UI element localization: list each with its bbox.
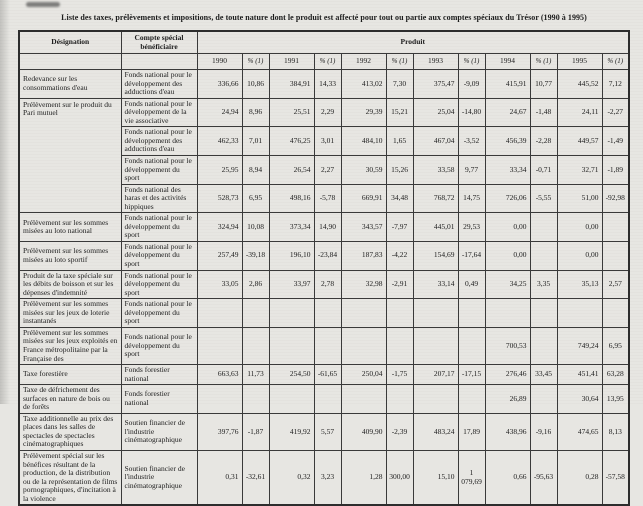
value-cell: 32,98 xyxy=(341,270,386,299)
percent-header: % (1) xyxy=(386,54,413,70)
document-title: Liste des taxes, prélèvements et impositions, de toute nature dont le produit est affecté pour tout ou partie aux comptes spéciaux du Trésor (1990 à 1995) xyxy=(61,13,587,22)
percent-cell: -5,78 xyxy=(314,184,341,213)
value-cell: 24,11 xyxy=(557,98,602,127)
value-cell: 474,65 xyxy=(557,413,602,450)
value-cell: 276,46 xyxy=(485,365,530,385)
value-cell xyxy=(485,299,530,328)
percent-cell xyxy=(602,299,629,328)
year-header-1994: 1994 xyxy=(485,54,530,70)
value-cell: 749,24 xyxy=(557,327,602,364)
percent-cell: 6,95 xyxy=(602,327,629,364)
percent-cell: 7,12 xyxy=(602,70,629,99)
designation-cell: Redevance sur les consommations d'eau xyxy=(19,70,121,99)
value-cell xyxy=(197,385,242,414)
percent-cell: 10,08 xyxy=(242,213,269,242)
percent-cell: -17,15 xyxy=(458,365,485,385)
table-body xyxy=(19,70,629,506)
value-cell: 250,04 xyxy=(341,365,386,385)
value-cell: 467,04 xyxy=(413,127,458,156)
percent-cell: -1,49 xyxy=(602,127,629,156)
percent-cell: 29,53 xyxy=(458,213,485,242)
year-header-1995: 1995 xyxy=(557,54,602,70)
value-cell: 0,31 xyxy=(197,450,242,505)
value-cell: 257,49 xyxy=(197,241,242,270)
percent-cell: 3,35 xyxy=(530,270,557,299)
value-cell: 415,91 xyxy=(485,70,530,99)
percent-cell: -32,61 xyxy=(242,450,269,505)
table-row xyxy=(19,327,629,364)
value-cell: 384,91 xyxy=(269,70,314,99)
value-cell xyxy=(197,327,242,364)
percent-cell: -4,22 xyxy=(386,241,413,270)
beneficiary-cell: Soutien financier de l'industrie cinématographique xyxy=(121,413,197,450)
percent-cell xyxy=(386,327,413,364)
value-cell: 449,57 xyxy=(557,127,602,156)
percent-cell: -61,65 xyxy=(314,365,341,385)
value-cell: 445,52 xyxy=(557,70,602,99)
percent-cell: 34,48 xyxy=(386,184,413,213)
percent-cell: -23,84 xyxy=(314,241,341,270)
value-cell: 25,04 xyxy=(413,98,458,127)
percent-cell: 2,86 xyxy=(242,270,269,299)
percent-cell xyxy=(530,327,557,364)
designation-cell: Taxe additionnelle au prix des places dans les salles de spectacles de spectacles cinématographiques xyxy=(19,413,121,450)
table-row xyxy=(19,365,629,385)
value-cell: 15,10 xyxy=(413,450,458,505)
value-cell: 32,71 xyxy=(557,156,602,185)
percent-cell: 3,01 xyxy=(314,127,341,156)
scan-artifact xyxy=(26,2,60,7)
designation-cell: Taxe forestière xyxy=(19,365,121,385)
designation-cell: Prélèvement sur les sommes misées sur les jeux de loterie instantanés xyxy=(19,299,121,328)
value-cell xyxy=(341,299,386,328)
percent-cell: 7,01 xyxy=(242,127,269,156)
percent-cell xyxy=(242,299,269,328)
beneficiary-cell: Fonds national pour le développement du sport xyxy=(121,299,197,328)
value-cell: 663,63 xyxy=(197,365,242,385)
value-cell: 34,25 xyxy=(485,270,530,299)
beneficiary-cell: Fonds forestier national xyxy=(121,385,197,414)
percent-cell: -5,55 xyxy=(530,184,557,213)
value-cell: 29,39 xyxy=(341,98,386,127)
percent-cell: 17,89 xyxy=(458,413,485,450)
value-cell xyxy=(341,327,386,364)
designation-cell: Prélèvement sur le produit du Pari mutuel xyxy=(19,98,121,213)
value-cell: 187,83 xyxy=(341,241,386,270)
percent-cell: -14,80 xyxy=(458,98,485,127)
percent-cell: 0,49 xyxy=(458,270,485,299)
beneficiary-cell: Fonds national pour le développement du sport xyxy=(121,241,197,270)
value-cell xyxy=(341,385,386,414)
produit-header: Produit xyxy=(197,31,629,54)
percent-cell: 300,00 xyxy=(386,450,413,505)
percent-header: % (1) xyxy=(242,54,269,70)
value-cell: 24,94 xyxy=(197,98,242,127)
value-cell: 1,28 xyxy=(341,450,386,505)
percent-cell xyxy=(458,327,485,364)
value-cell: 397,76 xyxy=(197,413,242,450)
value-cell: 324,94 xyxy=(197,213,242,242)
percent-cell: -0,71 xyxy=(530,156,557,185)
percent-cell xyxy=(242,327,269,364)
value-cell: 33,58 xyxy=(413,156,458,185)
value-cell xyxy=(197,299,242,328)
beneficiary-cell: Fonds national pour le développement du sport xyxy=(121,327,197,364)
value-cell: 438,96 xyxy=(485,413,530,450)
value-cell: 33,34 xyxy=(485,156,530,185)
value-cell: 0,00 xyxy=(557,241,602,270)
value-cell: 26,54 xyxy=(269,156,314,185)
percent-cell: 13,95 xyxy=(602,385,629,414)
year-header-1993: 1993 xyxy=(413,54,458,70)
value-cell: 375,47 xyxy=(413,70,458,99)
percent-cell: 15,26 xyxy=(386,156,413,185)
percent-cell: 11,73 xyxy=(242,365,269,385)
percent-cell: 1 079,69 xyxy=(458,450,485,505)
beneficiary-cell: Fonds national pour le développement des adductions d'eau xyxy=(121,127,197,156)
value-cell: 0,00 xyxy=(557,213,602,242)
beneficiary-header: Compte spécial bénéficiaire xyxy=(121,31,197,54)
designation-cell: Prélèvement sur les sommes misées sur les jeux exploités en France métropolitaine par la Française des xyxy=(19,327,121,364)
percent-cell xyxy=(458,385,485,414)
percent-cell xyxy=(386,385,413,414)
percent-cell xyxy=(242,385,269,414)
beneficiary-cell: Fonds forestier national xyxy=(121,365,197,385)
percent-cell xyxy=(530,241,557,270)
value-cell: 25,95 xyxy=(197,156,242,185)
tax-table xyxy=(18,30,630,506)
beneficiary-cell: Fonds national pour le développement de la vie associative xyxy=(121,98,197,127)
value-cell: 476,25 xyxy=(269,127,314,156)
percent-cell xyxy=(530,213,557,242)
percent-cell xyxy=(314,327,341,364)
percent-cell: 33,45 xyxy=(530,365,557,385)
value-cell: 445,01 xyxy=(413,213,458,242)
percent-cell: 14,33 xyxy=(314,70,341,99)
percent-cell: -3,52 xyxy=(458,127,485,156)
value-cell: 26,89 xyxy=(485,385,530,414)
table-header xyxy=(19,31,629,70)
percent-cell: 8,13 xyxy=(602,413,629,450)
percent-cell: -2,91 xyxy=(386,270,413,299)
year-header-1990: 1990 xyxy=(197,54,242,70)
value-cell xyxy=(413,299,458,328)
percent-cell: 7,30 xyxy=(386,70,413,99)
value-cell: 30,59 xyxy=(341,156,386,185)
value-cell: 700,53 xyxy=(485,327,530,364)
percent-header: % (1) xyxy=(602,54,629,70)
table-row xyxy=(19,70,629,99)
designation-cell: Produit de la taxe spéciale sur les débits de boisson et sur les dépenses d'indemnité xyxy=(19,270,121,299)
table-row xyxy=(19,213,629,242)
value-cell: 24,67 xyxy=(485,98,530,127)
value-cell: 413,02 xyxy=(341,70,386,99)
percent-cell: -2,27 xyxy=(602,98,629,127)
table-row xyxy=(19,413,629,450)
value-cell xyxy=(269,299,314,328)
percent-cell: 2,29 xyxy=(314,98,341,127)
table-row xyxy=(19,270,629,299)
value-cell xyxy=(269,327,314,364)
percent-cell: 2,78 xyxy=(314,270,341,299)
value-cell: 373,34 xyxy=(269,213,314,242)
table-row xyxy=(19,385,629,414)
value-cell: 462,33 xyxy=(197,127,242,156)
designation-header: Désignation xyxy=(19,31,121,54)
value-cell: 726,06 xyxy=(485,184,530,213)
percent-cell xyxy=(530,299,557,328)
designation-cell: Taxe de défrichement des surfaces en nature de bois ou de forêts xyxy=(19,385,121,414)
beneficiary-cell: Soutien financier de l'industrie cinématographique xyxy=(121,450,197,505)
value-cell: 196,10 xyxy=(269,241,314,270)
percent-cell: 5,57 xyxy=(314,413,341,450)
percent-cell: -1,87 xyxy=(242,413,269,450)
value-cell: 528,73 xyxy=(197,184,242,213)
table-row xyxy=(19,450,629,505)
value-cell: 254,50 xyxy=(269,365,314,385)
percent-cell: 3,23 xyxy=(314,450,341,505)
value-cell: 451,41 xyxy=(557,365,602,385)
year-header-1992: 1992 xyxy=(341,54,386,70)
percent-cell: 2,27 xyxy=(314,156,341,185)
value-cell: 0,00 xyxy=(485,241,530,270)
empty-header-cell xyxy=(121,54,197,70)
value-cell xyxy=(413,385,458,414)
percent-cell: 2,57 xyxy=(602,270,629,299)
beneficiary-cell: Fonds national des haras et des activités hippiques xyxy=(121,184,197,213)
percent-cell: -92,98 xyxy=(602,184,629,213)
table-row xyxy=(19,98,629,127)
value-cell: 154,69 xyxy=(413,241,458,270)
value-cell: 33,97 xyxy=(269,270,314,299)
percent-cell: -1,89 xyxy=(602,156,629,185)
value-cell: 483,24 xyxy=(413,413,458,450)
value-cell: 336,66 xyxy=(197,70,242,99)
beneficiary-cell: Fonds national pour le développement du sport xyxy=(121,270,197,299)
percent-cell: 15,21 xyxy=(386,98,413,127)
percent-cell xyxy=(530,385,557,414)
percent-cell: 14,75 xyxy=(458,184,485,213)
value-cell xyxy=(269,385,314,414)
value-cell: 343,57 xyxy=(341,213,386,242)
percent-cell: -2,28 xyxy=(530,127,557,156)
percent-cell: -9,09 xyxy=(458,70,485,99)
value-cell: 30,64 xyxy=(557,385,602,414)
header-row-groups xyxy=(19,31,629,54)
table-row xyxy=(19,241,629,270)
percent-header: % (1) xyxy=(530,54,557,70)
value-cell xyxy=(413,327,458,364)
percent-cell xyxy=(386,299,413,328)
percent-cell: 1,65 xyxy=(386,127,413,156)
value-cell: 768,72 xyxy=(413,184,458,213)
percent-header: % (1) xyxy=(458,54,485,70)
percent-cell: -7,97 xyxy=(386,213,413,242)
scan-edge-shadow xyxy=(0,0,10,404)
value-cell: 51,00 xyxy=(557,184,602,213)
percent-cell: -17,64 xyxy=(458,241,485,270)
percent-header: % (1) xyxy=(314,54,341,70)
value-cell: 33,14 xyxy=(413,270,458,299)
designation-cell: Prélèvement sur les sommes misées au loto sportif xyxy=(19,241,121,270)
value-cell: 0,28 xyxy=(557,450,602,505)
percent-cell: 63,28 xyxy=(602,365,629,385)
header-row-years xyxy=(19,54,629,70)
value-cell: 207,17 xyxy=(413,365,458,385)
table-row xyxy=(19,299,629,328)
percent-cell: -1,48 xyxy=(530,98,557,127)
value-cell: 35,13 xyxy=(557,270,602,299)
percent-cell: 10,86 xyxy=(242,70,269,99)
value-cell: 0,00 xyxy=(485,213,530,242)
value-cell: 669,91 xyxy=(341,184,386,213)
percent-cell xyxy=(458,299,485,328)
value-cell: 456,39 xyxy=(485,127,530,156)
percent-cell: -95,63 xyxy=(530,450,557,505)
percent-cell: -57,58 xyxy=(602,450,629,505)
percent-cell xyxy=(602,241,629,270)
value-cell: 0,32 xyxy=(269,450,314,505)
percent-cell xyxy=(602,213,629,242)
percent-cell: 6,95 xyxy=(242,184,269,213)
designation-cell: Prélèvement sur les sommes misées au loto national xyxy=(19,213,121,242)
designation-cell: Prélèvement spécial sur les bénéfices résultant de la production, de la distribution ou de la représentation de films pornographiques, d'incitation à la violence xyxy=(19,450,121,505)
beneficiary-cell: Fonds national pour le développement du sport xyxy=(121,213,197,242)
percent-cell: -1,75 xyxy=(386,365,413,385)
percent-cell: 8,94 xyxy=(242,156,269,185)
percent-cell: -9,16 xyxy=(530,413,557,450)
value-cell: 33,05 xyxy=(197,270,242,299)
value-cell: 409,90 xyxy=(341,413,386,450)
percent-cell: 10,77 xyxy=(530,70,557,99)
value-cell: 498,16 xyxy=(269,184,314,213)
value-cell: 419,92 xyxy=(269,413,314,450)
empty-header-cell xyxy=(19,54,121,70)
beneficiary-cell: Fonds national pour le développement du sport xyxy=(121,156,197,185)
percent-cell: -2,39 xyxy=(386,413,413,450)
value-cell xyxy=(557,299,602,328)
value-cell: 484,10 xyxy=(341,127,386,156)
value-cell: 25,51 xyxy=(269,98,314,127)
percent-cell: -39,18 xyxy=(242,241,269,270)
percent-cell xyxy=(314,385,341,414)
year-header-1991: 1991 xyxy=(269,54,314,70)
percent-cell: 9,77 xyxy=(458,156,485,185)
beneficiary-cell: Fonds national pour le développement des adductions d'eau xyxy=(121,70,197,99)
value-cell: 0,66 xyxy=(485,450,530,505)
percent-cell: 14,90 xyxy=(314,213,341,242)
percent-cell: 8,96 xyxy=(242,98,269,127)
percent-cell xyxy=(314,299,341,328)
